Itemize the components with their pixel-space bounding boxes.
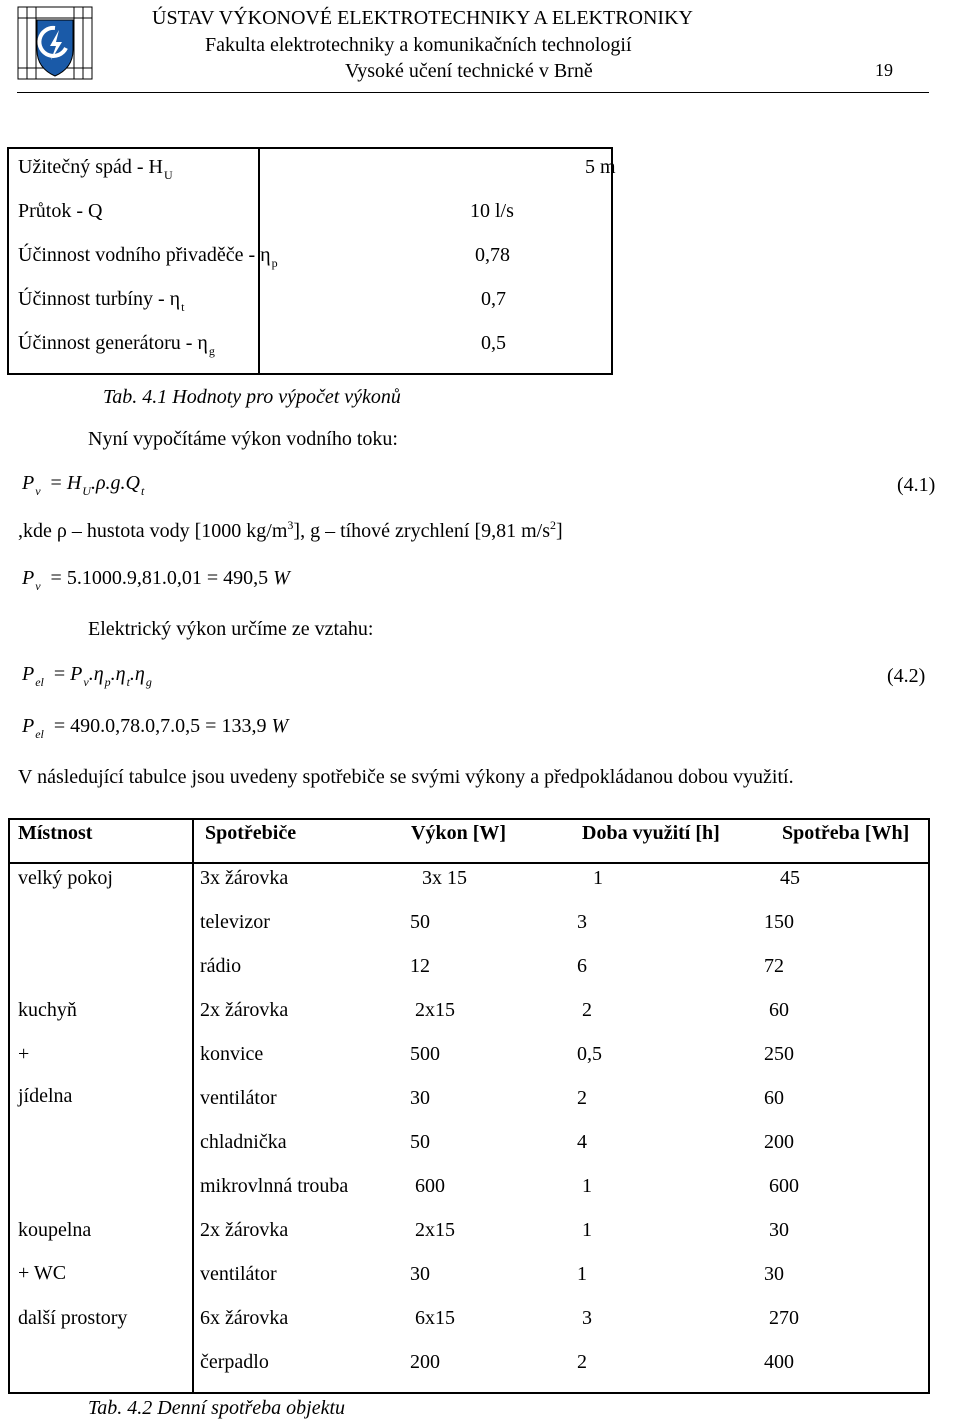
- hours-cell: 3: [582, 1307, 592, 1329]
- device-cell: ventilátor: [200, 1263, 277, 1285]
- room-dining: jídelna: [18, 1085, 73, 1107]
- header-power: Výkon [W]: [411, 822, 507, 844]
- energy-cell: 72: [764, 955, 784, 977]
- energy-cell: 250: [764, 1043, 794, 1065]
- hours-cell: 1: [593, 867, 603, 889]
- table-caption-4-2: Tab. 4.2 Denní spotřeba objektu: [88, 1397, 346, 1419]
- hours-cell: 2: [577, 1087, 587, 1109]
- where-definitions: ,kde ρ – hustota vody [1000 $kg/m^3$], g – tíhové zrychlení [9,81 $m/s^2$]: [18, 518, 563, 542]
- param-row-eta-g: Účinnost generátoru - $\eta_g$: [18, 332, 215, 358]
- hours-cell: 6: [577, 955, 587, 977]
- university-name: Vysoké učení technické v Brně: [345, 60, 593, 82]
- energy-cell: 600: [769, 1175, 799, 1197]
- device-cell: mikrovlnná trouba: [200, 1175, 349, 1197]
- device-cell: chladnička: [200, 1131, 287, 1153]
- text-electric-power: Elektrický výkon určíme ze vztahu:: [88, 618, 374, 640]
- param-value-eta-t: 0,7: [481, 288, 506, 310]
- device-cell: 6x žárovka: [200, 1307, 289, 1329]
- energy-cell: 400: [764, 1351, 794, 1373]
- param-row-head: Užitečný spád - $H_U$: [18, 156, 173, 182]
- power-cell: 30: [410, 1263, 430, 1285]
- header-room: Místnost: [18, 822, 93, 844]
- power-cell: 2x15: [415, 999, 455, 1021]
- room-kitchen: kuchyň: [18, 999, 77, 1021]
- room-living: velký pokoj: [18, 867, 113, 889]
- hours-cell: 1: [582, 1175, 592, 1197]
- header-divider: [17, 92, 929, 93]
- room-plus: +: [18, 1043, 30, 1065]
- device-cell: konvice: [200, 1043, 264, 1065]
- hours-cell: 1: [577, 1263, 587, 1285]
- device-cell: 3x žárovka: [200, 867, 289, 889]
- param-row-eta-p: Účinnost vodního přivaděče - $\eta_p$: [18, 244, 278, 270]
- energy-cell: 45: [780, 867, 800, 889]
- device-cell: čerpadlo: [200, 1351, 269, 1373]
- page-number: 19: [875, 60, 893, 80]
- energy-cell: 150: [764, 911, 794, 933]
- hours-cell: 3: [577, 911, 587, 933]
- header-devices: Spotřebiče: [205, 822, 297, 844]
- power-cell: 3x 15: [422, 867, 467, 889]
- param-row-eta-t: Účinnost turbíny - $\eta_t$: [18, 288, 185, 314]
- param-row-flow: Průtok - Q: [18, 200, 103, 222]
- device-cell: 2x žárovka: [200, 1219, 289, 1241]
- param-value-eta-g: 0,5: [481, 332, 506, 354]
- text-table-intro: V následující tabulce jsou uvedeny spotřebiče se svými výkony a předpokládanou dobou využití.: [18, 766, 794, 788]
- power-cell: 50: [410, 1131, 430, 1153]
- calculation-pv: $P_v = 5.1000.9,81.0,01 = 490,5$ W: [22, 567, 290, 593]
- power-cell: 12: [410, 955, 430, 977]
- power-cell: 50: [410, 911, 430, 933]
- room-other: další prostory: [18, 1307, 128, 1329]
- power-cell: 500: [410, 1043, 440, 1065]
- energy-cell: 60: [764, 1087, 784, 1109]
- energy-cell: 270: [769, 1307, 799, 1329]
- hours-cell: 2: [577, 1351, 587, 1373]
- device-cell: ventilátor: [200, 1087, 277, 1109]
- param-value-eta-p: 0,78: [475, 244, 510, 266]
- energy-cell: 30: [769, 1219, 789, 1241]
- hours-cell: 2: [582, 999, 592, 1021]
- power-cell: 6x15: [415, 1307, 455, 1329]
- energy-cell: 200: [764, 1131, 794, 1153]
- param-value-flow: 10 l/s: [470, 200, 514, 222]
- equation-number-4-1: (4.1): [897, 474, 936, 496]
- equation-number-4-2: (4.2): [887, 665, 926, 687]
- room-bathroom: koupelna: [18, 1219, 92, 1241]
- faculty-name: Fakulta elektrotechniky a komunikačních technologií: [205, 34, 632, 56]
- calculation-pel: $P_{el} = 490.0,78.0,7.0,5 = 133,9$ W: [22, 715, 289, 741]
- power-cell: 30: [410, 1087, 430, 1109]
- header-hours: Doba využití [h]: [582, 822, 720, 844]
- hours-cell: 4: [577, 1131, 587, 1153]
- university-shield-logo-icon: [17, 6, 93, 80]
- equation-4-1: $P_v = H_U.\rho.g.Q_t$: [22, 472, 145, 498]
- text-water-power: Nyní vypočítáme výkon vodního toku:: [88, 428, 398, 450]
- hours-cell: 0,5: [577, 1043, 602, 1065]
- room-wc: + WC: [18, 1262, 67, 1284]
- institute-name: ÚSTAV VÝKONOVÉ ELEKTROTECHNIKY A ELEKTRONIKY: [152, 7, 693, 29]
- power-cell: 2x15: [415, 1219, 455, 1241]
- hours-cell: 1: [582, 1219, 592, 1241]
- device-cell: rádio: [200, 955, 242, 977]
- energy-cell: 30: [764, 1263, 784, 1285]
- energy-cell: 60: [769, 999, 789, 1021]
- table-caption-4-1: Tab. 4.1 Hodnoty pro výpočet výkonů: [103, 386, 401, 408]
- header-energy: Spotřeba [Wh]: [782, 822, 910, 844]
- param-value-head: 5 m: [585, 156, 616, 178]
- power-cell: 600: [415, 1175, 445, 1197]
- device-cell: 2x žárovka: [200, 999, 289, 1021]
- power-cell: 200: [410, 1351, 440, 1373]
- device-cell: televizor: [200, 911, 270, 933]
- equation-4-2: $P_{el} = P_v.\eta_p.\eta_t.\eta_g$: [22, 663, 152, 689]
